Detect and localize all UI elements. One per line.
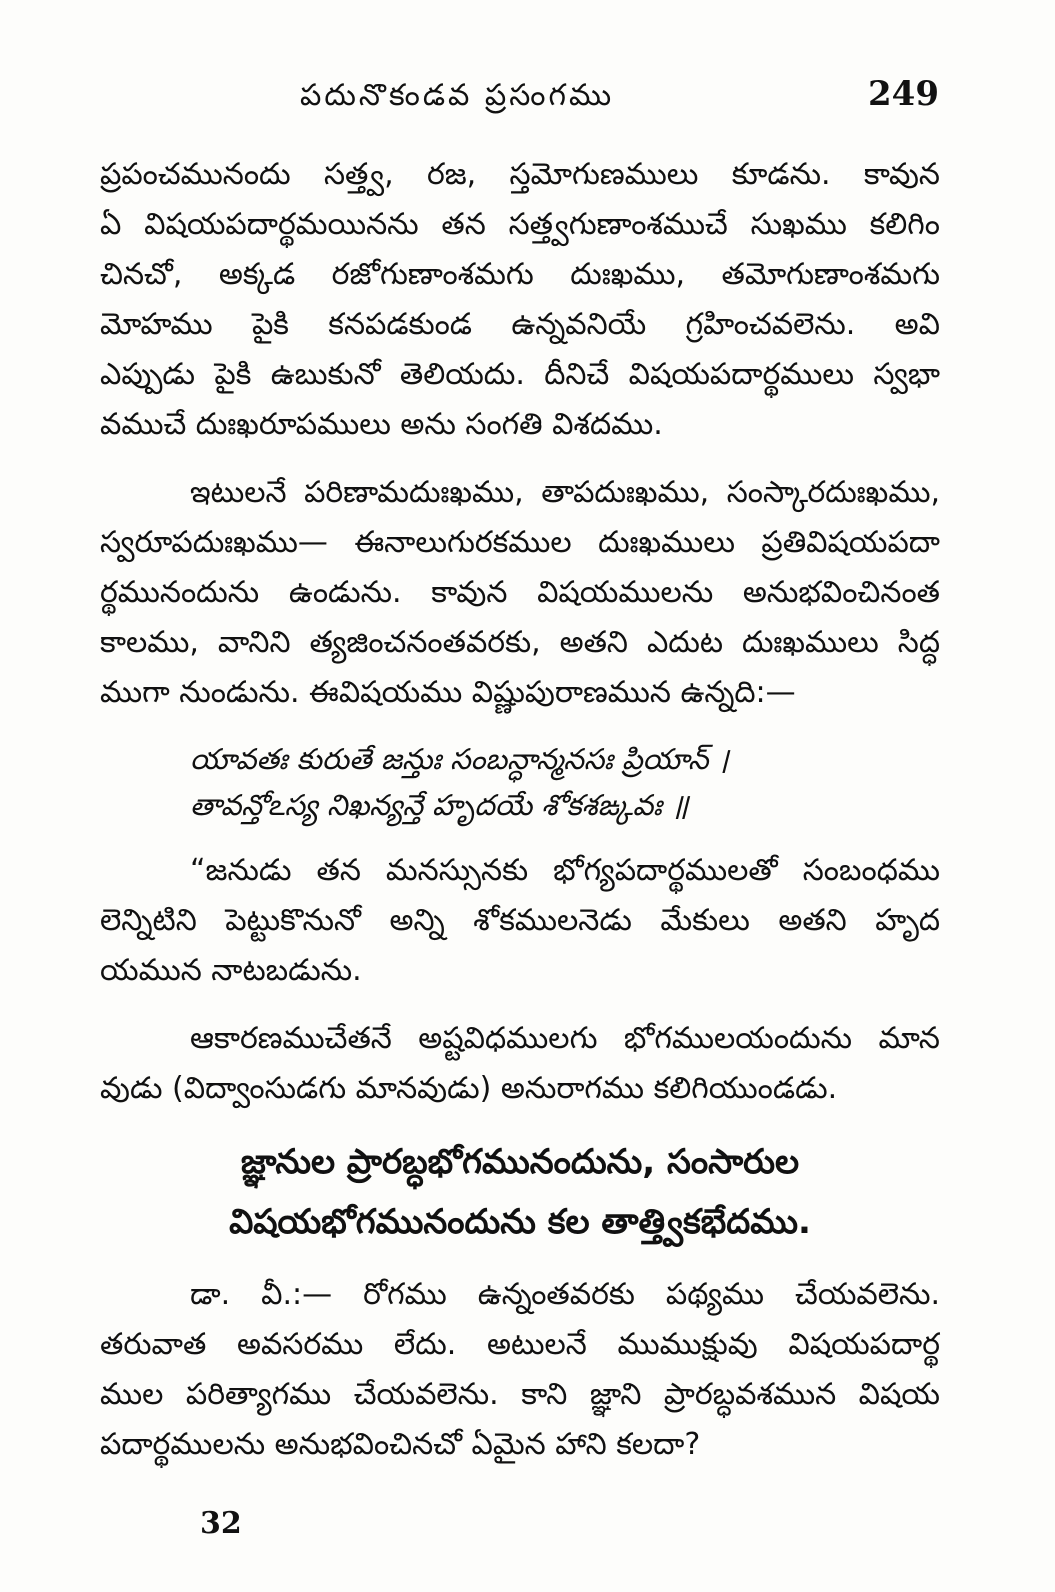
text-line: ఇటులనే పరిణామదుఃఖము, తాపదుఃఖము, సంస్కారదుఃఖము, [190, 475, 940, 510]
paragraph [100, 1270, 940, 1470]
heading-line: విషయభోగమునందును కల తాత్త్వికభేదము. [229, 1202, 811, 1242]
verse-line: తావన్తోఽస్య నిఖన్యన్తే హృదయే శోకశఙ్కవః ॥ [190, 788, 689, 822]
paragraph [100, 1014, 940, 1114]
text-line: ర్థమునందును ఉండును. కావున విషయములను అనుభవించినంత [100, 575, 940, 610]
body-text [100, 150, 940, 1470]
signature-mark: 32 [200, 1506, 242, 1541]
text-line: ఏ విషయపదార్థమయినను తన సత్త్వగుణాంశముచే సుఖము కలిగిం [100, 207, 940, 242]
text-line: ప్రపంచమునందు సత్త్వ, రజ, స్తమోగుణములు కూడను. కావున [100, 157, 940, 192]
verse-line: యావతః కురుతే జన్తుః సంబన్ధాన్మనసః ప్రియాన్ । [190, 742, 729, 776]
text-line: యమున నాటబడును. [100, 953, 362, 988]
text-line: మోహము పైకి కనపడకుండ ఉన్నవనియే గ్రహించవలెను. అవి [100, 307, 940, 342]
text-line: ఆకారణముచేతనే అష్టవిధములగు భోగములయందును మాన [190, 1021, 940, 1056]
text-line: లెన్నిటిని పెట్టుకొనునో అన్ని శోకములనెడు మేకులు అతని హృద [100, 903, 940, 938]
text-line: పదార్థములను అనుభవించినచో ఏమైన హాని కలదా? [100, 1427, 701, 1462]
text-line: ముల పరిత్యాగము చేయవలెను. కాని జ్ఞాని ప్రారబ్ధవశమున విషయ [100, 1377, 940, 1412]
text-line: వుడు (విద్వాంసుడగు మానవుడు) అనురాగము కలిగియుండడు. [100, 1071, 838, 1106]
text-line: ఎప్పుడు పైకి ఉబుకునో తెలియదు. దీనిచే విషయపదార్థములు స్వభా [100, 357, 940, 392]
paragraph [100, 150, 940, 450]
text-line: స్వరూపదుఃఖము— ఈనాలుగురకముల దుఃఖములు ప్రతివిషయపదా [100, 525, 940, 560]
text-line: ముగా నుండును. ఈవిషయము విష్ణుపురాణమున ఉన్నది:— [100, 675, 796, 710]
text-line: తరువాత అవసరము లేదు. అటులనే ముముక్షువు విషయపదార్థ [100, 1327, 940, 1362]
running-header: పదునొకండవ ప్రసంగము [300, 78, 615, 113]
text-line: చినచో, అక్కడ రజోగుణాంశమగు దుఃఖము, తమోగుణాంశమగు [100, 257, 940, 292]
page-number: 249 [868, 74, 939, 114]
text-line: వముచే దుఃఖరూపములు అను సంగతి విశదము. [100, 407, 663, 442]
paragraph [100, 846, 940, 996]
paragraph [100, 468, 940, 718]
text-line: కాలము, వానిని త్యజించనంతవరకు, అతని ఎదుట దుఃఖములు సిద్ధ [100, 625, 940, 660]
text-line: “జనుడు తన మనస్సునకు భోగ్యపదార్థములతో సంబంధము [190, 853, 940, 888]
verse-block [100, 736, 940, 828]
section-heading [100, 1132, 940, 1252]
text-line: డా. వీ.:— రోగము ఉన్నంతవరకు పథ్యము చేయవలెను. [190, 1277, 940, 1312]
heading-line: జ్ఞానుల ప్రారబ్ధభోగమునందును, సంసారుల [240, 1142, 800, 1182]
